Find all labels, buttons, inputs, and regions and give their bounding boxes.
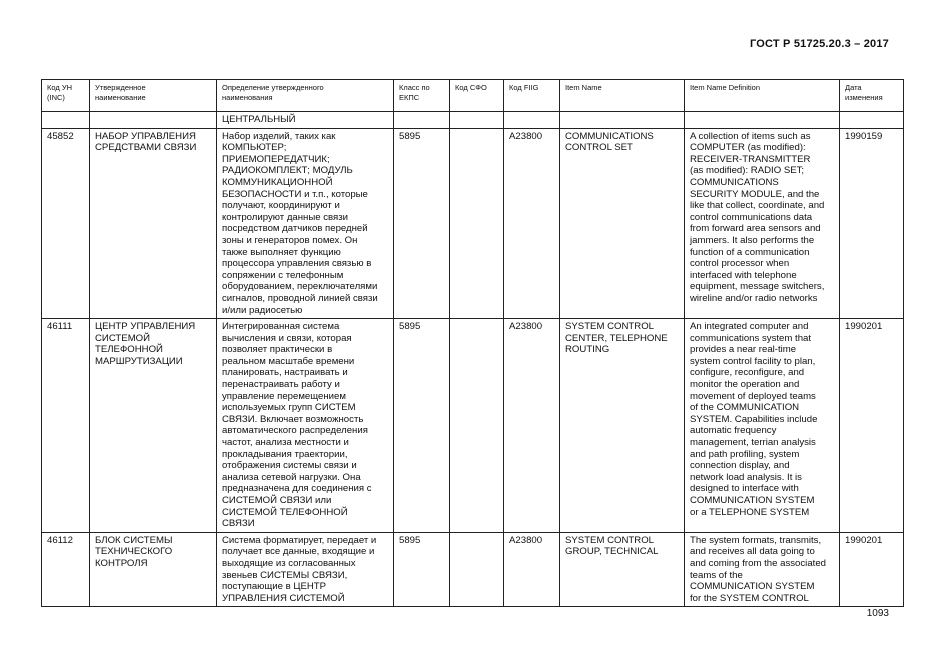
definition-en-cell: A collection of items such as COMPUTER (as modified): RECEIVER-TRANSMITTER (as modified): RADIO SET; COMMUNICATIONS SECURITY MODULE, and the like that collect, coordinate, and control communications data from forward area sensors and jammers. It also performs the function of a communication control processor when interfaced with telephone equipment, message switchers, wireline and/or radio networks — [685, 128, 840, 319]
table-cell — [42, 112, 90, 129]
table-row — [42, 532, 904, 607]
column-header-fiig: Код FIIG — [504, 80, 560, 112]
table-cell — [90, 112, 217, 129]
class-cell: 5895 — [394, 319, 450, 533]
continuation-definition-cell: ЦЕНТРАЛЬНЫЙ — [217, 112, 394, 129]
name-ru-cell: ЦЕНТР УПРАВЛЕНИЯ СИСТЕМОЙ ТЕЛЕФОННОЙ МАРШРУТИЗАЦИИ — [90, 319, 217, 533]
column-header-definition-ru: Определение утвержденного наименования — [217, 80, 394, 112]
inc-cell: 46111 — [42, 319, 90, 533]
column-header-item-definition: Item Name Definition — [685, 80, 840, 112]
sfo-cell — [450, 319, 504, 533]
table-cell — [840, 112, 904, 129]
table-cell — [685, 112, 840, 129]
date-cell: 1990201 — [840, 319, 904, 533]
column-header-class: Класс по ЕКПС — [394, 80, 450, 112]
definition-ru-cell: Система форматирует, передает и получает все данные, входящие и выходящие из согласованных звеньев СИСТЕМЫ СВЯЗИ, поступающие в ЦЕНТР УПРАВЛЕНИЯ СИСТЕМОЙ — [217, 532, 394, 607]
inc-cell: 46112 — [42, 532, 90, 607]
item-name-cell: SYSTEM CONTROL CENTER, TELEPHONE ROUTING — [560, 319, 685, 533]
table-cell — [504, 112, 560, 129]
definition-en-cell: The system formats, transmits, and receives all data going to and coming from the associated teams of the COMMUNICATION SYSTEM for the SYSTEM CONTROL — [685, 532, 840, 607]
continuation-row — [42, 112, 904, 129]
inc-cell: 45852 — [42, 128, 90, 319]
document-title: ГОСТ Р 51725.20.3 – 2017 — [749, 38, 889, 50]
date-cell: 1990159 — [840, 128, 904, 319]
definition-en-cell: An integrated computer and communications system that provides a near real-time system control facility to plan, configure, reconfigure, and monitor the operation and movement of deployed teams of the COMMUNICATION SYSTEM. Capabilities include automatic frequency management, terrian analysis and path profiling, system connection display, and network load analysis. It is designed to interface with COMMUNICATION SYSTEM or a TELEPHONE SYSTEM — [685, 319, 840, 533]
class-cell: 5895 — [394, 128, 450, 319]
sfo-cell — [450, 128, 504, 319]
column-header-date: Дата изменения — [840, 80, 904, 112]
column-header-inc: Код УН (INC) — [42, 80, 90, 112]
table-cell — [394, 112, 450, 129]
column-header-item-name: Item Name — [560, 80, 685, 112]
fiig-cell: A23800 — [504, 128, 560, 319]
definition-ru-cell: Набор изделий, таких как КОМПЬЮТЕР; ПРИЕМОПЕРЕДАТЧИК; РАДИОКОМПЛЕКТ; МОДУЛЬ КОММУНИКАЦИОННОЙ БЕЗОПАСНОСТИ и т.п., которые получают, координируют и контролируют данные связи посредством датчиков передней зоны и генераторов помех. Он также выполняет функцию процессора управления связью в сопряжении с телефонным оборудованием, переключателями сигналов, проводной линией связи и/или радиосетью — [217, 128, 394, 319]
item-names-table — [41, 79, 904, 607]
fiig-cell: A23800 — [504, 532, 560, 607]
page-number: 1093 — [866, 608, 889, 619]
column-header-name-ru: Утвержденное наименование — [90, 80, 217, 112]
sfo-cell — [450, 532, 504, 607]
item-name-cell: SYSTEM CONTROL GROUP, TECHNICAL — [560, 532, 685, 607]
date-cell: 1990201 — [840, 532, 904, 607]
table-cell — [450, 112, 504, 129]
definition-ru-cell: Интегрированная система вычисления и связи, которая позволяет практически в реальном масштабе времени планировать, настраивать и перенастраивать работу и управление перемещением используемых групп СИСТЕМ СВЯЗИ. Включает возможность автоматического распределения частот, анализа местности и прокладывания траектории, отображения системы связи и анализа сетевой нагрузки. Она предназначена для соединения с СИСТЕМОЙ СВЯЗИ или СИСТЕМОЙ ТЕЛЕФОННОЙ СВЯЗИ — [217, 319, 394, 533]
class-cell: 5895 — [394, 532, 450, 607]
header-row — [42, 80, 904, 112]
table-row — [42, 128, 904, 319]
table-row — [42, 319, 904, 533]
item-name-cell: COMMUNICATIONS CONTROL SET — [560, 128, 685, 319]
name-ru-cell: БЛОК СИСТЕМЫ ТЕХНИЧЕСКОГО КОНТРОЛЯ — [90, 532, 217, 607]
fiig-cell: A23800 — [504, 319, 560, 533]
table-cell — [560, 112, 685, 129]
name-ru-cell: НАБОР УПРАВЛЕНИЯ СРЕДСТВАМИ СВЯЗИ — [90, 128, 217, 319]
column-header-sfo: Код СФО — [450, 80, 504, 112]
